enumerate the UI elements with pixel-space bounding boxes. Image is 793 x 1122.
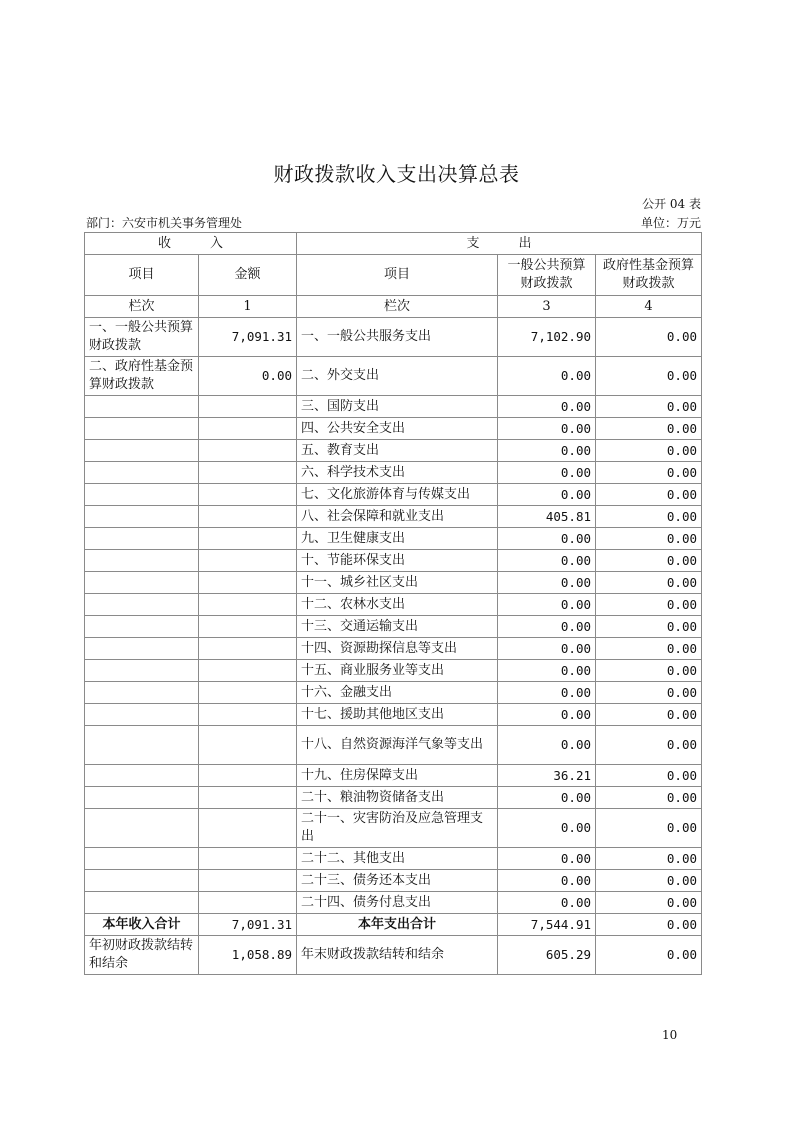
gov-fund-cell: 0.00 (596, 418, 702, 440)
general-budget-cell: 7,102.90 (498, 318, 596, 357)
header-expense-item: 项目 (297, 255, 498, 296)
table-row (85, 484, 702, 506)
unit-label: 单位：万元 (640, 216, 701, 230)
income-item-cell (85, 506, 199, 528)
general-budget-cell: 0.00 (498, 440, 596, 462)
table-row (85, 594, 702, 616)
expense-item-cell: 五、教育支出 (297, 440, 498, 462)
income-amount-cell (199, 506, 297, 528)
expense-item-cell: 二十一、灾害防治及应急管理支出 (297, 809, 498, 848)
general-budget-cell: 0.00 (498, 892, 596, 914)
income-item-cell (85, 682, 199, 704)
form-number: 公开 04 表 (642, 197, 701, 211)
income-item-cell (85, 660, 199, 682)
income-item-cell (85, 870, 199, 892)
gov-fund-cell: 0.00 (596, 396, 702, 418)
expense-item-cell: 七、文化旅游体育与传媒支出 (297, 484, 498, 506)
expense-item-cell: 二十、粮油物资储备支出 (297, 787, 498, 809)
index-income-item: 栏次 (85, 296, 199, 318)
income-item-cell (85, 809, 199, 848)
income-amount-cell (199, 418, 297, 440)
income-amount-cell (199, 848, 297, 870)
income-amount-cell (199, 787, 297, 809)
income-amount-cell: 0.00 (199, 357, 297, 396)
income-amount-cell (199, 440, 297, 462)
gov-fund-cell: 0.00 (596, 550, 702, 572)
table-row (85, 506, 702, 528)
expense-item-cell: 十、节能环保支出 (297, 550, 498, 572)
income-item-cell (85, 550, 199, 572)
index-gov-fund: 4 (596, 296, 702, 318)
income-amount-cell (199, 528, 297, 550)
gov-fund-cell: 0.00 (596, 809, 702, 848)
expense-item-cell: 二十四、债务付息支出 (297, 892, 498, 914)
gov-fund-cell: 0.00 (596, 638, 702, 660)
expense-item-cell: 二十三、债务还本支出 (297, 870, 498, 892)
income-item-cell (85, 484, 199, 506)
table-row (85, 550, 702, 572)
expense-item-cell: 十二、农林水支出 (297, 594, 498, 616)
income-item-cell (85, 765, 199, 787)
gov-fund-cell: 0.00 (596, 704, 702, 726)
header-income-item: 项目 (85, 255, 199, 296)
income-item-cell (85, 704, 199, 726)
income-item-cell (85, 848, 199, 870)
gov-fund-cell: 0.00 (596, 892, 702, 914)
expense-item-cell: 十一、城乡社区支出 (297, 572, 498, 594)
carryover-expense-label: 年末财政拨款结转和结余 (297, 936, 498, 975)
gov-fund-cell: 0.00 (596, 528, 702, 550)
income-amount-cell (199, 870, 297, 892)
header-income-amount: 金额 (199, 255, 297, 296)
total-row (85, 914, 702, 936)
column-index-row (85, 296, 702, 318)
income-amount-cell (199, 892, 297, 914)
table-row (85, 318, 702, 357)
table-row (85, 765, 702, 787)
expense-item-cell: 十六、金融支出 (297, 682, 498, 704)
department-label: 部门：六安市机关事务管理处 (86, 216, 243, 230)
table-row (85, 660, 702, 682)
table-row (85, 704, 702, 726)
general-budget-cell: 0.00 (498, 550, 596, 572)
carryover-gov-fund: 0.00 (596, 936, 702, 975)
general-budget-cell: 405.81 (498, 506, 596, 528)
table-row (85, 418, 702, 440)
general-budget-cell: 0.00 (498, 787, 596, 809)
gov-fund-cell: 0.00 (596, 616, 702, 638)
general-budget-cell: 0.00 (498, 357, 596, 396)
expense-item-cell: 四、公共安全支出 (297, 418, 498, 440)
general-budget-cell: 0.00 (498, 809, 596, 848)
general-budget-cell: 0.00 (498, 572, 596, 594)
income-amount-cell (199, 396, 297, 418)
income-amount-cell (199, 726, 297, 765)
gov-fund-cell: 0.00 (596, 682, 702, 704)
income-item-cell (85, 440, 199, 462)
gov-fund-cell: 0.00 (596, 462, 702, 484)
page-number: 10 (662, 1028, 678, 1042)
general-budget-cell: 0.00 (498, 484, 596, 506)
header-general-budget: 一般公共预算财政拨款 (498, 255, 596, 296)
gov-fund-cell: 0.00 (596, 870, 702, 892)
income-amount-cell (199, 616, 297, 638)
expense-item-cell: 八、社会保障和就业支出 (297, 506, 498, 528)
table-row (85, 848, 702, 870)
gov-fund-cell: 0.00 (596, 848, 702, 870)
income-item-cell (85, 396, 199, 418)
income-item-cell (85, 726, 199, 765)
header-gov-fund: 政府性基金预算财政拨款 (596, 255, 702, 296)
general-budget-cell: 0.00 (498, 638, 596, 660)
group-header-row (85, 233, 702, 255)
gov-fund-cell: 0.00 (596, 572, 702, 594)
carryover-income-label: 年初财政拨款结转和结余 (85, 936, 199, 975)
table-row (85, 462, 702, 484)
income-item-cell (85, 594, 199, 616)
table-row (85, 892, 702, 914)
total-general-budget: 7,544.91 (498, 914, 596, 936)
table-row (85, 870, 702, 892)
gov-fund-cell: 0.00 (596, 318, 702, 357)
table-row (85, 682, 702, 704)
gov-fund-cell: 0.00 (596, 506, 702, 528)
table-row (85, 638, 702, 660)
income-item-cell: 二、政府性基金预算财政拨款 (85, 357, 199, 396)
table-row (85, 440, 702, 462)
general-budget-cell: 0.00 (498, 726, 596, 765)
gov-fund-cell: 0.00 (596, 357, 702, 396)
income-amount-cell (199, 484, 297, 506)
gov-fund-cell: 0.00 (596, 440, 702, 462)
income-group-header: 收 入 (85, 233, 297, 255)
table-row (85, 726, 702, 765)
gov-fund-cell: 0.00 (596, 594, 702, 616)
carryover-general-budget: 605.29 (498, 936, 596, 975)
general-budget-cell: 0.00 (498, 594, 596, 616)
general-budget-cell: 36.21 (498, 765, 596, 787)
general-budget-cell: 0.00 (498, 682, 596, 704)
column-header-row (85, 255, 702, 296)
expense-group-header: 支 出 (297, 233, 702, 255)
expense-item-cell: 十五、商业服务业等支出 (297, 660, 498, 682)
income-amount-cell (199, 550, 297, 572)
gov-fund-cell: 0.00 (596, 726, 702, 765)
expense-item-cell: 二十二、其他支出 (297, 848, 498, 870)
expense-item-cell: 十九、住房保障支出 (297, 765, 498, 787)
general-budget-cell: 0.00 (498, 704, 596, 726)
income-amount-cell (199, 462, 297, 484)
income-amount-cell (199, 682, 297, 704)
fiscal-appropriation-table (84, 232, 702, 975)
expense-item-cell: 十四、资源勘探信息等支出 (297, 638, 498, 660)
total-gov-fund: 0.00 (596, 914, 702, 936)
carryover-row (85, 936, 702, 975)
index-expense-item: 栏次 (297, 296, 498, 318)
expense-item-cell: 三、国防支出 (297, 396, 498, 418)
income-amount-cell (199, 704, 297, 726)
index-income-amount: 1 (199, 296, 297, 318)
income-amount-cell (199, 594, 297, 616)
general-budget-cell: 0.00 (498, 462, 596, 484)
carryover-income-amount: 1,058.89 (199, 936, 297, 975)
total-income-amount: 7,091.31 (199, 914, 297, 936)
income-item-cell: 一、一般公共预算财政拨款 (85, 318, 199, 357)
income-item-cell (85, 528, 199, 550)
general-budget-cell: 0.00 (498, 660, 596, 682)
expense-item-cell: 九、卫生健康支出 (297, 528, 498, 550)
expense-item-cell: 一、一般公共服务支出 (297, 318, 498, 357)
expense-item-cell: 十七、援助其他地区支出 (297, 704, 498, 726)
total-expense-label: 本年支出合计 (297, 914, 498, 936)
income-amount-cell (199, 660, 297, 682)
gov-fund-cell: 0.00 (596, 787, 702, 809)
table-row (85, 616, 702, 638)
expense-item-cell: 六、科学技术支出 (297, 462, 498, 484)
income-amount-cell (199, 572, 297, 594)
general-budget-cell: 0.00 (498, 396, 596, 418)
expense-item-cell: 十八、自然资源海洋气象等支出 (297, 726, 498, 765)
income-item-cell (85, 616, 199, 638)
table-row (85, 396, 702, 418)
income-item-cell (85, 892, 199, 914)
income-item-cell (85, 418, 199, 440)
gov-fund-cell: 0.00 (596, 660, 702, 682)
income-item-cell (85, 572, 199, 594)
gov-fund-cell: 0.00 (596, 765, 702, 787)
table-row (85, 787, 702, 809)
expense-item-cell: 二、外交支出 (297, 357, 498, 396)
income-item-cell (85, 462, 199, 484)
general-budget-cell: 0.00 (498, 870, 596, 892)
index-general-budget: 3 (498, 296, 596, 318)
general-budget-cell: 0.00 (498, 418, 596, 440)
income-item-cell (85, 638, 199, 660)
table-row (85, 809, 702, 848)
total-income-label: 本年收入合计 (85, 914, 199, 936)
gov-fund-cell: 0.00 (596, 484, 702, 506)
income-amount-cell (199, 638, 297, 660)
income-item-cell (85, 787, 199, 809)
income-amount-cell (199, 809, 297, 848)
general-budget-cell: 0.00 (498, 616, 596, 638)
general-budget-cell: 0.00 (498, 848, 596, 870)
general-budget-cell: 0.00 (498, 528, 596, 550)
page-title: 财政拨款收入支出决算总表 (273, 162, 520, 186)
table-row (85, 572, 702, 594)
expense-item-cell: 十三、交通运输支出 (297, 616, 498, 638)
table-row (85, 528, 702, 550)
table-row (85, 357, 702, 396)
income-amount-cell (199, 765, 297, 787)
income-amount-cell: 7,091.31 (199, 318, 297, 357)
